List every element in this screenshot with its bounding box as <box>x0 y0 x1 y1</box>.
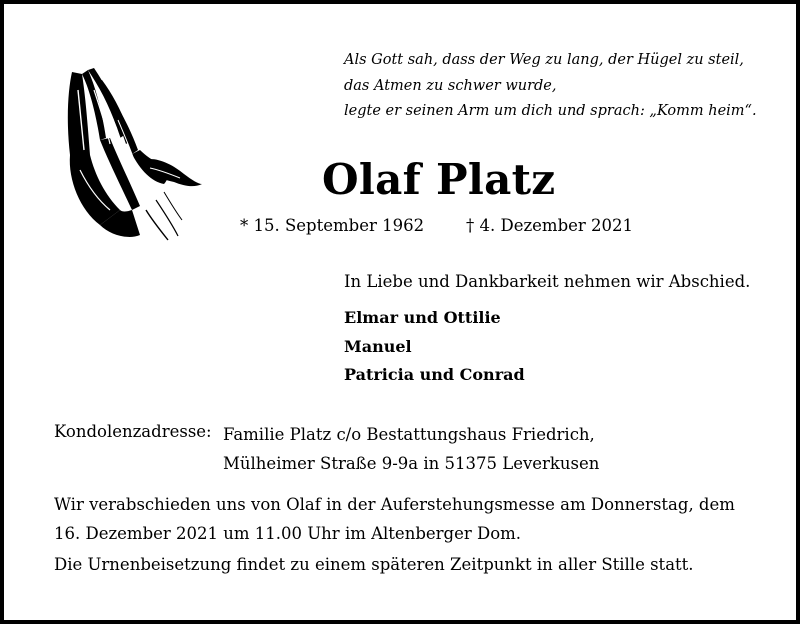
mourner-name: Elmar und Ottilie <box>344 308 501 327</box>
farewell-text: In Liebe und Dankbarkeit nehmen wir Abschied. <box>344 272 751 291</box>
mourner-name: Patricia und Conrad <box>344 365 525 384</box>
condolence-address-line: Familie Platz c/o Bestattungshaus Friedrich, <box>223 425 595 444</box>
ceremony-line: Wir verabschieden uns von Olaf in der Auferstehungsmesse am Donnerstag, dem <box>54 495 735 514</box>
mourners-list <box>344 304 525 390</box>
birth-date: * 15. September 1962 <box>240 216 425 235</box>
poem-line: Als Gott sah, dass der Weg zu lang, der Hügel zu steil, <box>344 52 744 68</box>
poem-line: das Atmen zu schwer wurde, <box>344 77 557 94</box>
ceremony-text <box>54 490 754 548</box>
urn-burial-text: Die Urnenbeisetzung findet zu einem späteren Zeitpunkt in aller Stille statt. <box>54 555 694 574</box>
praying-hands-icon <box>60 60 205 245</box>
death-date: † 4. Dezember 2021 <box>466 216 634 235</box>
condolence-address <box>223 420 599 478</box>
condolence-label: Kondolenzadresse: <box>54 422 212 441</box>
mourner-name: Manuel <box>344 336 412 356</box>
deceased-name: Olaf Platz <box>322 155 556 204</box>
condolence-address-line: Mülheimer Straße 9-9a in 51375 Leverkusen <box>223 454 600 473</box>
poem <box>344 48 757 125</box>
ceremony-line: 16. Dezember 2021 um 11.00 Uhr im Altenberger Dom. <box>54 524 522 543</box>
poem-line: legte er seinen Arm um dich und sprach: „Komm heim“. <box>344 103 757 119</box>
